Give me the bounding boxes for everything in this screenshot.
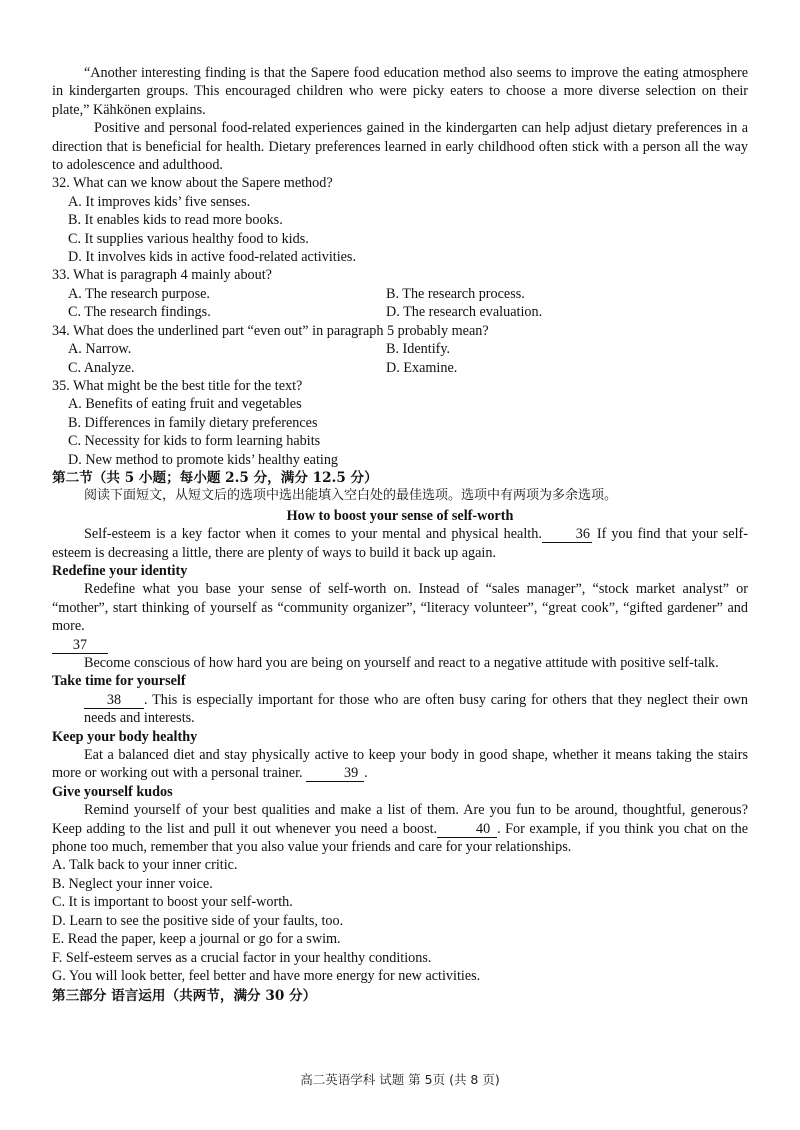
question-option: A. The research purpose. bbox=[68, 285, 210, 302]
subheading: Take time for yourself bbox=[52, 673, 186, 690]
paragraph-text: . For example, if you think you chat on the phone too much, remember that you also value your friends and care for your relationships. bbox=[52, 820, 748, 856]
question-stem: 34. What does the underlined part “even out” in paragraph 5 probably mean? bbox=[52, 322, 489, 339]
question-option: B. Identify. bbox=[386, 341, 451, 358]
question-option: C. The research findings. bbox=[68, 304, 211, 321]
question-option: D. Examine. bbox=[386, 359, 458, 376]
blank-37[interactable]: 37 bbox=[52, 638, 108, 654]
answer-choice: G. You will look better, feel better and have more energy for new activities. bbox=[52, 967, 481, 984]
question-stem: 35. What might be the best title for the text? bbox=[52, 377, 303, 394]
paragraph-text: . This is especially important for those who are often busy caring for others that they neglect their own needs and interests. bbox=[84, 691, 748, 727]
paragraph-text: Eat a balanced diet and stay physically active to keep your body in good shape, whether it means taking the stairs more or working out with a personal trainer. bbox=[52, 747, 748, 782]
answer-choice: C. It is important to boost your self-worth. bbox=[52, 894, 293, 911]
passage-paragraph: Eat a balanced diet and stay physically active to keep your body in good shape, whether it means taking the stairs more or working out with a personal trainer. 39 . bbox=[52, 747, 748, 782]
answer-choice: F. Self-esteem serves as a crucial factor in your healthy conditions. bbox=[52, 949, 432, 966]
question-option: D. It involves kids in active food-related activities. bbox=[68, 249, 357, 266]
question-options bbox=[52, 285, 748, 322]
section-heading: 第二节（共 5 小题；每小题 2.5 分，满分 12.5 分） bbox=[52, 469, 378, 486]
answer-choice: A. Talk back to your inner critic. bbox=[52, 857, 238, 874]
paragraph-text: Self-esteem is a key factor when it comes to your mental and physical health. bbox=[84, 526, 542, 543]
question-option: B. Differences in family dietary preferences bbox=[68, 414, 318, 431]
subheading: Keep your body healthy bbox=[52, 728, 198, 745]
blank-line-row bbox=[52, 636, 748, 654]
question-option: B. It enables kids to read more books. bbox=[68, 212, 283, 229]
question-option: C. Analyze. bbox=[68, 359, 135, 376]
question-option: A. It improves kids’ five senses. bbox=[68, 193, 251, 210]
passage-paragraph bbox=[52, 525, 748, 562]
subheading: Redefine your identity bbox=[52, 562, 188, 579]
question-option: C. It supplies various healthy food to kids. bbox=[68, 230, 309, 247]
answer-choice: D. Learn to see the positive side of your faults, too. bbox=[52, 912, 344, 929]
exam-page bbox=[52, 64, 748, 1006]
question-option: C. Necessity for kids to form learning habits bbox=[68, 433, 321, 450]
question-stem: 32. What can we know about the Sapere method? bbox=[52, 175, 333, 192]
passage-title: How to boost your sense of self-worth bbox=[286, 507, 514, 524]
page-footer: 高二英语学科 试题 第 5页 (共 8 页) bbox=[300, 1072, 500, 1087]
passage-paragraph: Positive and personal food-related experiences gained in the kindergarten can help adjust dietary preferences in a direction that is beneficial for health. Dietary preferences learned in early childhood often stick with a person all the way to adolescence and adulthood. bbox=[52, 120, 748, 174]
blank-38[interactable]: 38 bbox=[84, 693, 144, 709]
blank-40[interactable]: 40 bbox=[437, 822, 497, 838]
passage-paragraph: Become conscious of how hard you are being on yourself and react to a negative attitude with positive self-talk. bbox=[84, 655, 719, 671]
question-stem: 33. What is paragraph 4 mainly about? bbox=[52, 267, 272, 284]
part-heading: 第三部分 语言运用（共两节，满分 30 分） bbox=[52, 988, 317, 1005]
question-option: A. Benefits of eating fruit and vegetables bbox=[68, 396, 302, 413]
paragraph-text: If you find that your self-esteem is decreasing a little, there are plenty of ways to build it back up again. bbox=[52, 526, 748, 561]
blank-36[interactable]: 36 bbox=[542, 527, 592, 543]
subheading: Give yourself kudos bbox=[52, 783, 173, 800]
question-option: D. The research evaluation. bbox=[386, 304, 543, 321]
passage-paragraph: “Another interesting finding is that the Sapere food education method also seems to improve the eating atmosphere in kindergarten groups. This encouraged children who were picky eaters to choose a more diverse selection on their plate,” Kähkönen explains. bbox=[52, 65, 748, 118]
passage-paragraph bbox=[52, 801, 748, 856]
section-instruction: 阅读下面短文，从短文后的选项中选出能填入空白处的最佳选项。选项中有两项为多余选项。 bbox=[84, 488, 618, 504]
question-options bbox=[52, 340, 748, 377]
question-option: A. Narrow. bbox=[68, 341, 132, 358]
answer-choice: B. Neglect your inner voice. bbox=[52, 875, 213, 892]
answer-choice: E. Read the paper, keep a journal or go for a swim. bbox=[52, 931, 341, 948]
paragraph-text: Remind yourself of your best qualities and make a list of them. Are you fun to be around, thoughtful, generous? Keep adding to the list and pull it out whenever you need a boost. bbox=[52, 802, 748, 837]
question-option: D. New method to promote kids’ healthy eating bbox=[68, 451, 339, 468]
passage-paragraph bbox=[52, 691, 748, 728]
question-option: B. The research process. bbox=[386, 285, 525, 302]
passage-paragraph: Redefine what you base your sense of self-worth on. Instead of “sales manager”, “stock market analyst” or “mother”, start thinking of yourself as “community organizer”, “literacy volunteer”, “great cook”, “gifted gardener” and more. bbox=[52, 581, 748, 635]
blank-39[interactable]: 39 bbox=[306, 766, 364, 782]
